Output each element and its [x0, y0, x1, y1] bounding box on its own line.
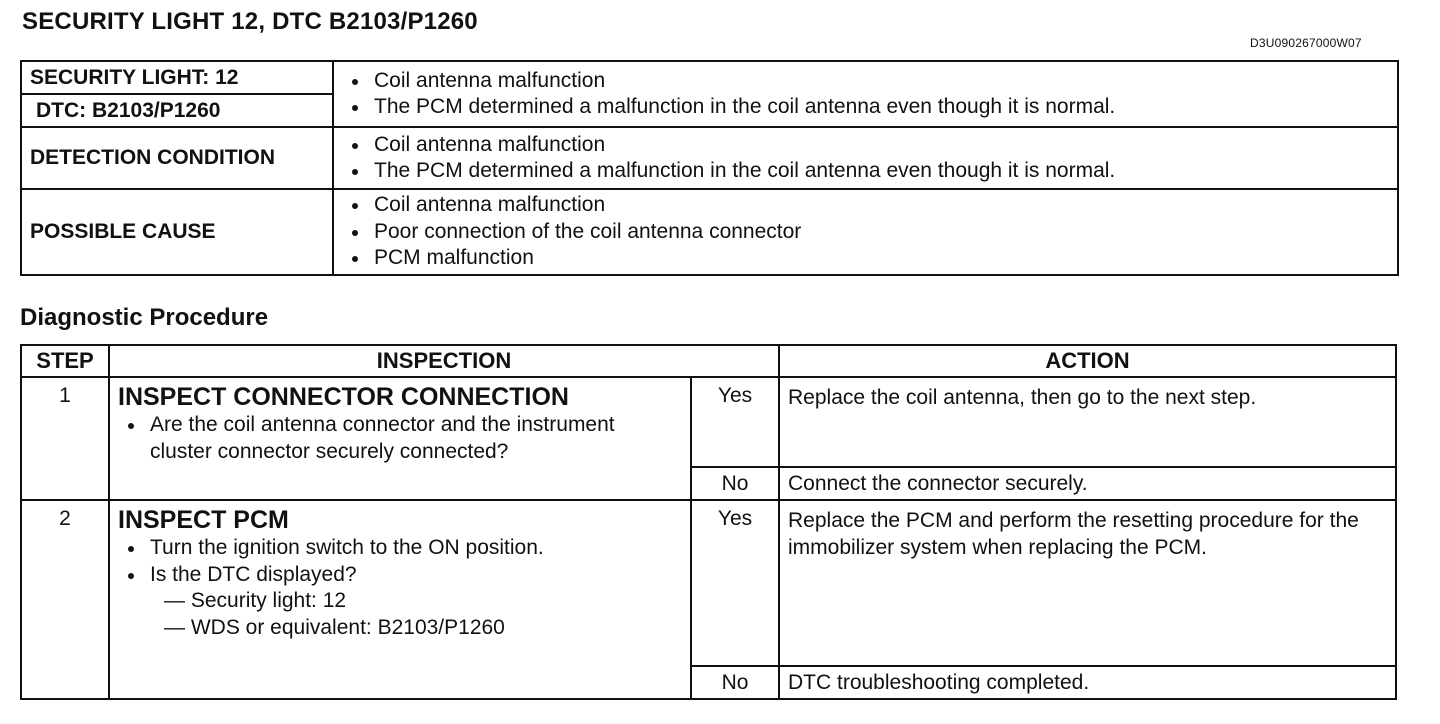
- diagnostic-procedure-table: [20, 344, 1397, 700]
- list-item: The PCM determined a malfunction in the coil antenna even though it is normal.: [352, 158, 1397, 185]
- step-title: INSPECT PCM: [118, 506, 289, 534]
- yes-action: Replace the PCM and perform the resetting procedure for the immobilizer system when replacing the PCM.: [779, 500, 1396, 666]
- yes-label: Yes: [691, 377, 779, 467]
- no-action: DTC troubleshooting completed.: [779, 666, 1396, 699]
- list-item: Is the DTC displayed?: [128, 562, 680, 589]
- dtc-label: DTC: B2103/P1260: [21, 94, 333, 127]
- sub-item: — Security light: 12: [164, 589, 347, 612]
- table-row: [21, 500, 1396, 666]
- column-header-action: ACTION: [779, 345, 1396, 377]
- list-item: Coil antenna malfunction: [352, 68, 1397, 95]
- column-header-inspection: INSPECTION: [109, 345, 779, 377]
- detection-condition-label: DETECTION CONDITION: [21, 127, 333, 189]
- yes-label: Yes: [691, 500, 779, 666]
- list-item: Turn the ignition switch to the ON position.: [128, 535, 680, 562]
- possible-cause-label: POSSIBLE CAUSE: [21, 189, 333, 275]
- list-item: Poor connection of the coil antenna connector: [352, 219, 1397, 246]
- page-title: SECURITY LIGHT 12, DTC B2103/P1260: [22, 8, 478, 35]
- list-item: The PCM determined a malfunction in the coil antenna even though it is normal.: [352, 94, 1397, 121]
- sub-item: — WDS or equivalent: B2103/P1260: [164, 615, 505, 639]
- no-label: No: [691, 666, 779, 699]
- step-inspection: [109, 377, 691, 500]
- dtc-summary-table: [20, 60, 1399, 276]
- table-row: [21, 377, 1396, 467]
- no-action: Connect the connector securely.: [779, 467, 1396, 500]
- list-item: Are the coil antenna connector and the instrument cluster connector securely connected?: [128, 412, 680, 465]
- step-number: 1: [21, 377, 109, 500]
- yes-action: Replace the coil antenna, then go to the next step.: [779, 377, 1396, 467]
- document-code: D3U090267000W07: [1250, 36, 1362, 50]
- step-title: INSPECT CONNECTOR CONNECTION: [118, 383, 569, 411]
- step-inspection: [109, 500, 691, 699]
- list-item: Coil antenna malfunction: [352, 192, 1397, 219]
- possible-cause-cell: [333, 189, 1398, 275]
- no-label: No: [691, 467, 779, 500]
- list-item: Coil antenna malfunction: [352, 132, 1397, 159]
- step-number: 2: [21, 500, 109, 699]
- security-light-label: SECURITY LIGHT: 12: [21, 61, 333, 94]
- detection-condition-cell: [333, 127, 1398, 189]
- column-header-step: STEP: [21, 345, 109, 377]
- diagnostic-procedure-heading: Diagnostic Procedure: [20, 304, 269, 331]
- dtc-description-cell: [333, 61, 1398, 127]
- list-item: PCM malfunction: [352, 245, 1397, 272]
